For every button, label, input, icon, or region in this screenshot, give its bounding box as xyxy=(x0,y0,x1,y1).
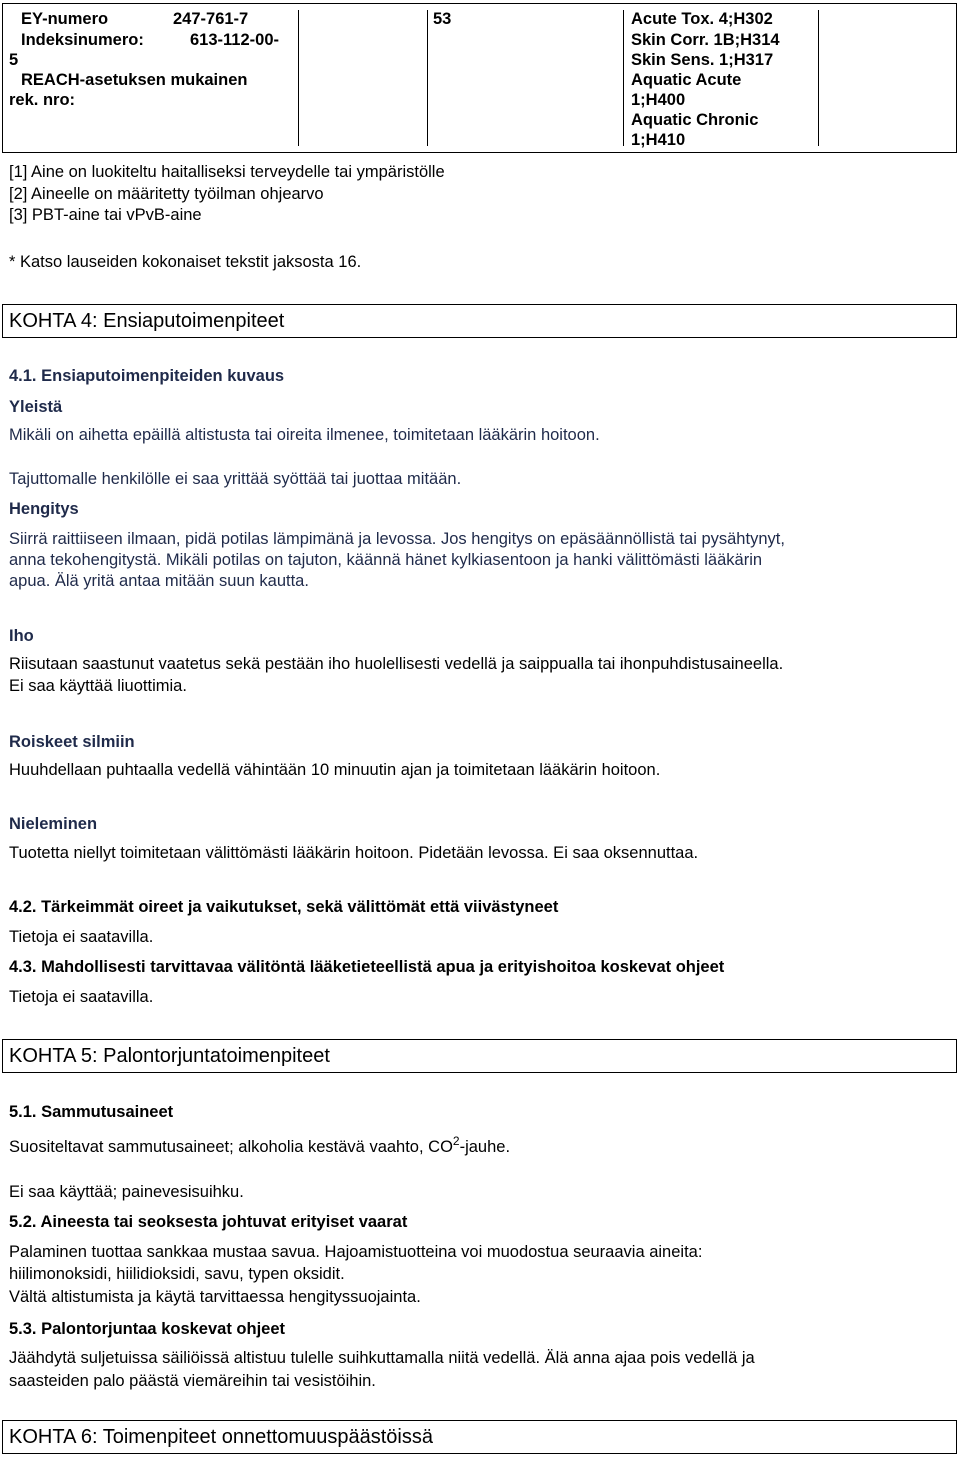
footnote: [2] Aineelle on määritetty työilman ohjearvo xyxy=(9,185,324,203)
hazards-text: Palaminen tuottaa sankkaa mustaa savua. Hajoamistuotteina voi muodostua seuraavia aineita: xyxy=(9,1243,703,1261)
skin-text: Ei saa käyttää liuottimia. xyxy=(9,677,187,695)
eye-text: Huuhdellaan puhtaalla vedellä vähintään 10 minuutin ajan ja toimitetaan lääkärin hoitoon. xyxy=(9,761,661,779)
table-divider xyxy=(427,10,428,146)
footnote: [1] Aine on luokiteltu haitalliseksi terveydelle tai ympäristölle xyxy=(9,163,445,181)
subsection-4-3-text: Tietoja ei saatavilla. xyxy=(9,988,154,1006)
skin-heading: Iho xyxy=(9,627,34,645)
section-4-title: KOHTA 4: Ensiaputoimenpiteet xyxy=(9,310,285,332)
skin-text: Riisutaan saastunut vaatetus sekä pestään iho huolellisesti vedellä ja saippualla tai ihonpuhdistusaineella. xyxy=(9,655,784,673)
subsection-5-3-title: 5.3. Palontorjuntaa koskevat ohjeet xyxy=(9,1320,286,1338)
unsuitable-media-text: Ei saa käyttää; painevesisuihku. xyxy=(9,1183,244,1201)
inhalation-text: Siirrä raittiiseen ilmaan, pidä potilas lämpimänä ja levossa. Jos hengitys on epäsäännöllistä tai pysähtynyt, xyxy=(9,530,785,548)
reach-label: REACH-asetuksen mukainen xyxy=(21,71,248,89)
table-divider xyxy=(818,10,819,146)
subsection-5-1-title: 5.1. Sammutusaineet xyxy=(9,1103,174,1121)
concentration-value: 53 xyxy=(433,10,452,28)
section-6-title: KOHTA 6: Toimenpiteet onnettomuuspäästöissä xyxy=(9,1426,433,1448)
index-number-label: Indeksinumero: xyxy=(21,31,144,49)
eye-heading: Roiskeet silmiin xyxy=(9,733,135,751)
subsection-4-2-title: 4.2. Tärkeimmät oireet ja vaikutukset, sekä välittömät että viivästyneet xyxy=(9,898,559,916)
section-5-header xyxy=(2,1039,957,1073)
subsection-5-2-title: 5.2. Aineesta tai seoksesta johtuvat erityiset vaarat xyxy=(9,1213,408,1231)
ec-number-label: EY-numero xyxy=(21,10,109,28)
classification-line: Skin Corr. 1B;H314 xyxy=(631,31,780,49)
general-heading: Yleistä xyxy=(9,398,63,416)
ingestion-text: Tuotetta niellyt toimitetaan välittömästi lääkärin hoitoon. Pidetään levossa. Ei saa oksennuttaa. xyxy=(9,844,699,862)
hazards-text: hiilimonoksidi, hiilidioksidi, savu, typen oksidit. xyxy=(9,1265,345,1283)
ec-number-value: 247-761-7 xyxy=(173,10,249,28)
table-divider xyxy=(298,10,299,146)
classification-line: Aquatic Acute xyxy=(631,71,742,89)
classification-line: Acute Tox. 4;H302 xyxy=(631,10,773,28)
extinguishing-media-text-a: Suositeltavat sammutusaineet; alkoholia kestävä vaahto, CO xyxy=(9,1138,453,1156)
table-divider xyxy=(623,10,624,146)
index-number-value-cont: 5 xyxy=(9,51,19,69)
classification-line: 1;H400 xyxy=(631,91,686,109)
section-4-header xyxy=(2,304,957,338)
firefighter-advice-text: saasteiden palo päästä viemäreihin tai vesistöihin. xyxy=(9,1372,376,1390)
inhalation-heading: Hengitys xyxy=(9,500,79,518)
index-number-value: 613-112-00- xyxy=(190,31,279,49)
hazards-text: Vältä altistumista ja käytä tarvittaessa hengityssuojainta. xyxy=(9,1288,421,1306)
firefighter-advice-text: Jäähdytä suljetuissa säiliöissä altistuu tulelle suihkuttamalla niitä vedellä. Älä anna ajaa pois vedellä ja xyxy=(9,1349,755,1367)
ingestion-heading: Nieleminen xyxy=(9,815,98,833)
reach-label-cont: rek. nro: xyxy=(9,91,76,109)
inhalation-text: apua. Älä yritä antaa mitään suun kautta. xyxy=(9,572,309,590)
section-6-header xyxy=(2,1420,957,1454)
general-text: Tajuttomalle henkilölle ei saa yrittää syöttää tai juottaa mitään. xyxy=(9,470,462,488)
classification-line: 1;H410 xyxy=(631,131,686,149)
classification-line: Aquatic Chronic xyxy=(631,111,759,129)
see-section-note: * Katso lauseiden kokonaiset tekstit jaksosta 16. xyxy=(9,253,362,271)
extinguishing-media-text-b: -jauhe. xyxy=(459,1138,511,1156)
subsection-4-1-title: 4.1. Ensiaputoimenpiteiden kuvaus xyxy=(9,367,285,385)
classification-line: Skin Sens. 1;H317 xyxy=(631,51,774,69)
inhalation-text: anna tekohengitystä. Mikäli potilas on tajuton, käännä hänet kylkiasentoon ja hanki välittömästi lääkärin xyxy=(9,551,763,569)
section-5-title: KOHTA 5: Palontorjuntatoimenpiteet xyxy=(9,1045,330,1067)
footnote: [3] PBT-aine tai vPvB-aine xyxy=(9,206,202,224)
subsection-4-3-title: 4.3. Mahdollisesti tarvittavaa välitöntä lääketieteellistä apua ja erityishoitoa koskevat ohjeet xyxy=(9,958,725,976)
subscript-2: 2 xyxy=(452,1134,460,1148)
extinguishing-media-text xyxy=(9,1134,511,1157)
general-text: Mikäli on aihetta epäillä altistusta tai oireita ilmenee, toimitetaan lääkärin hoitoon. xyxy=(9,426,600,444)
subsection-4-2-text: Tietoja ei saatavilla. xyxy=(9,928,154,946)
